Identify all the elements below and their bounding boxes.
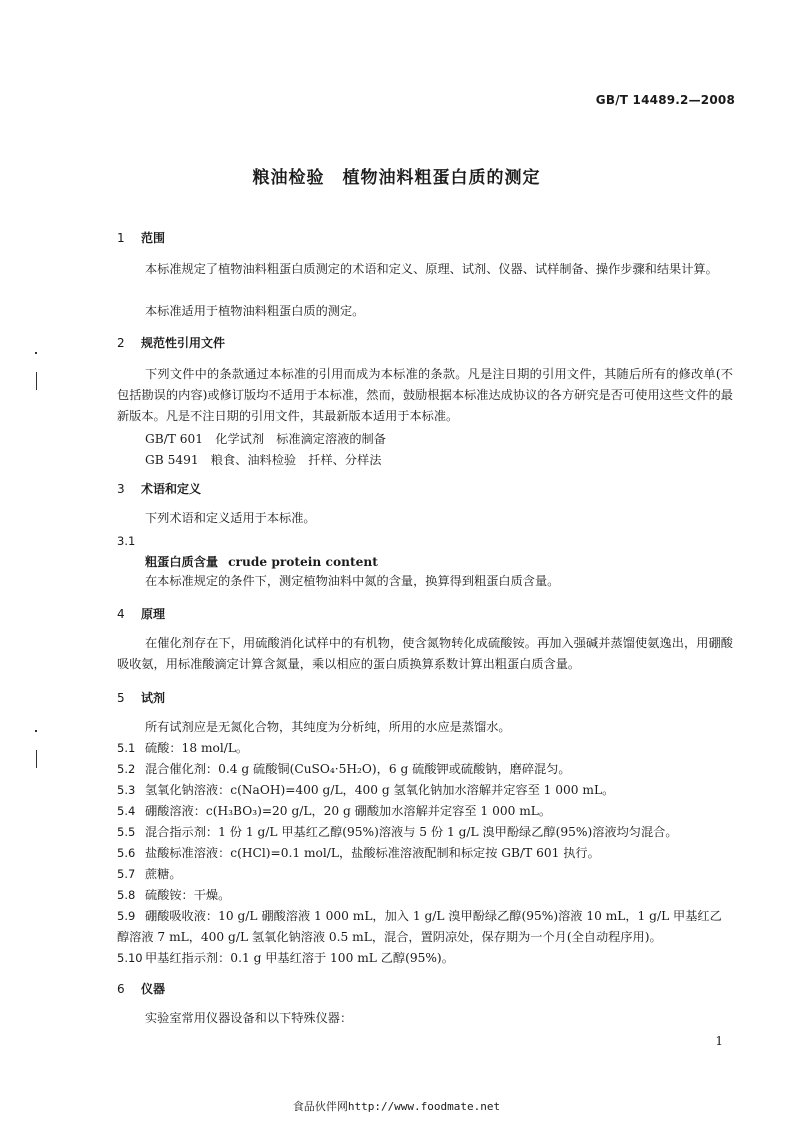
reagent-item: 5.4 硼酸溶液：c(H₃BO₃)=20 g/L，20 g 硼酸加水溶解并定容至 1 000 mL。 — [117, 804, 552, 818]
reagent-item: 5.3 氢氧化钠溶液：c(NaOH)=400 g/L，400 g 氢氧化钠加水溶解并定容至 1 000 mL。 — [117, 783, 615, 797]
paragraph: 实验室常用仪器设备和以下特殊仪器： — [145, 1011, 353, 1025]
section-heading-1: 1 范围 — [117, 231, 166, 245]
paragraph: 下列术语和定义适用于本标准。 — [145, 511, 316, 525]
section-heading-4: 4 原理 — [117, 607, 166, 621]
paragraph: 本标准适用于植物油料粗蛋白质的测定。 — [145, 304, 365, 318]
reagent-item: 5.9 硼酸吸收液：10 g/L 硼酸溶液 1 000 mL，加入 1 g/L 溴甲酚绿乙醇(95%)溶液 10 mL，1 g/L 甲基红乙醇溶液 7 mL，400 g/L 氢氧化钠溶液 0.5 mL，混合，置阴凉处，保存期为一个月(全自动程序用)。 — [117, 909, 722, 944]
scan-mark — [35, 730, 37, 732]
section-heading-2: 2 规范性引用文件 — [117, 336, 226, 350]
reagent-item: 5.8 硫酸铵：干燥。 — [117, 888, 231, 902]
standard-number: GB/T 14489.2—2008 — [595, 93, 735, 107]
paragraph: 本标准规定了植物油料粗蛋白质测定的术语和定义、原理、试剂、仪器、试样制备、操作步骤和结果计算。 — [145, 262, 718, 276]
section-heading-3: 3 术语和定义 — [117, 482, 202, 496]
scan-mark — [35, 352, 37, 354]
footer-watermark: 食品伙伴网http://www.foodmate.net — [292, 1100, 501, 1113]
term-entry — [145, 553, 378, 570]
section-heading-5: 5 试剂 — [117, 691, 166, 705]
term-en: crude protein content — [228, 555, 378, 569]
paragraph: 在催化剂存在下，用硫酸消化试样中的有机物，使含氮物转化成硫酸铵。再加入强碱并蒸馏使氨逸出，用硼酸吸收氨，用标准酸滴定计算含氮量，乘以相应的蛋白质换算系数计算出粗蛋白质含量。 — [117, 636, 733, 671]
scan-mark — [36, 372, 37, 390]
page-number: 1 — [715, 1034, 723, 1048]
reagent-item: 5.7 蔗糖。 — [117, 867, 182, 881]
reagent-item: 5.2 混合催化剂：0.4 g 硫酸铜(CuSO₄·5H₂O)，6 g 硫酸钾或硫酸钠，磨碎混匀。 — [117, 762, 571, 776]
reagent-item: 5.6 盐酸标准溶液：c(HCl)=0.1 mol/L，盐酸标准溶液配制和标定按 GB/T 601 执行。 — [117, 846, 600, 860]
normative-reference: GB/T 601 化学试剂 标准滴定溶液的制备 — [145, 432, 386, 446]
document-title: 粮油检验 植物油料粗蛋白质的测定 — [252, 168, 541, 188]
reagent-item: 5.10 甲基红指示剂：0.1 g 甲基红溶于 100 mL 乙醇(95%)。 — [117, 951, 454, 965]
normative-reference: GB 5491 粮食、油料检验 扦样、分样法 — [145, 453, 382, 467]
term-definition: 在本标准规定的条件下，测定植物油料中氮的含量，换算得到粗蛋白质含量。 — [145, 574, 560, 588]
paragraph: 所有试剂应是无氮化合物，其纯度为分析纯，所用的水应是蒸馏水。 — [145, 720, 511, 734]
paragraph: 下列文件中的条款通过本标准的引用而成为本标准的条款。凡是注日期的引用文件，其随后所有的修改单(不包括勘误的内容)或修订版均不适用于本标准，然而，鼓励根据本标准达成协议的各方研究是否可使用这些文件的最新版本。凡是不注日期的引用文件，其最新版本适用于本标准。 — [117, 367, 733, 423]
section-heading-6: 6 仪器 — [117, 982, 166, 996]
subclause-number: 3.1 — [117, 534, 136, 548]
term-zh: 粗蛋白质含量 — [145, 555, 219, 569]
reagent-item: 5.5 混合指示剂：1 份 1 g/L 甲基红乙醇(95%)溶液与 5 份 1 g/L 溴甲酚绿乙醇(95%)溶液均匀混合。 — [117, 825, 678, 839]
reagent-item: 5.1 硫酸：18 mol/L。 — [117, 741, 249, 755]
scan-mark — [36, 750, 37, 768]
